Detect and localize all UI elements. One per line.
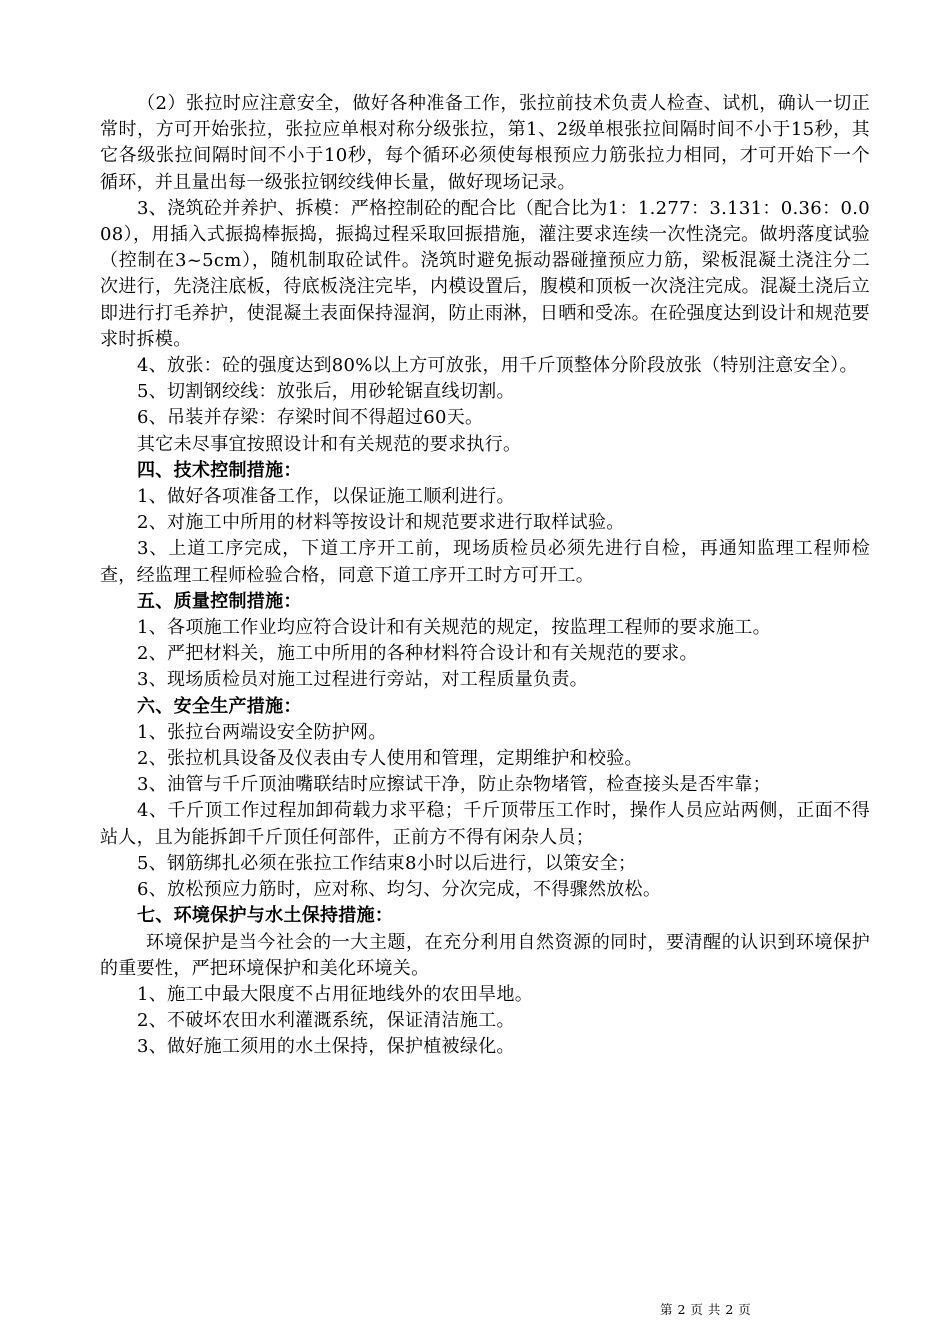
paragraph-safety-4: 4、千斤顶工作过程加卸荷载力求平稳；千斤顶带压工作时，操作人员应站两侧，正面不得站人，且为能拆卸千斤顶任何部件，正前方不得有闲杂人员； [100, 800, 870, 848]
paragraph-quality-2: 2、严把材料关，施工中所用的各种材料符合设计和有关规范的要求。 [137, 643, 698, 665]
paragraph-tensioning-safety: （2）张拉时应注意安全，做好各种准备工作，张拉前技术负责人检查、试机，确认一切正常时，方可开始张拉，张拉应单根对称分级张拉，第1、2级单根张拉间隔时间不小于15秒，其它各级张拉间隔时间不小于10秒，每个循环必须使每根预应力筋张拉力相同，才可开始下一个循环，并且量出每一级张拉钢绞线伸长量，做好现场记录。 [100, 93, 870, 193]
heading-technical-control: 四、技术控制措施： [137, 459, 302, 481]
heading-safety-production: 六、安全生产措施： [137, 695, 302, 717]
paragraph-environment-2: 2、不破坏农田水利灌溉系统，保证清洁施工。 [137, 1010, 515, 1032]
paragraph-environment-3: 3、做好施工须用的水土保持，保护植被绿化。 [137, 1036, 515, 1058]
document-body [100, 91, 870, 1061]
paragraph-safety-1: 1、张拉台两端设安全防护网。 [137, 721, 387, 743]
paragraph-tech-3: 3、上道工序完成，下道工序开工前，现场质检员必须先进行自检，再通知监理工程师检查，经监理工程师检验合格，同意下道工序开工时方可开工。 [100, 538, 870, 586]
heading-quality-control: 五、质量控制措施： [137, 590, 302, 612]
paragraph-cutting-strand: 5、切割钢绞线：放张后，用砂轮锯直线切割。 [137, 381, 515, 403]
paragraph-safety-5: 5、钢筋绑扎必须在张拉工作结束8小时以后进行，以策安全； [137, 852, 637, 874]
heading-environment-protection: 七、环境保护与水土保持措施： [137, 905, 394, 927]
page-number-footer: 第 2 页 共 2 页 [660, 1302, 752, 1317]
paragraph-safety-6: 6、放松预应力筋时，应对称、均匀、分次完成，不得骤然放松。 [137, 879, 662, 901]
paragraph-safety-3: 3、油管与千斤顶油嘴联结时应擦试干净，防止杂物堵管，检查接头是否牢靠； [137, 774, 771, 796]
paragraph-lifting-storage: 6、吊装并存梁：存梁时间不得超过60天。 [137, 407, 484, 429]
paragraph-quality-1: 1、各项施工作业均应符合设计和有关规范的规定，按监理工程师的要求施工。 [137, 617, 771, 639]
paragraph-quality-3: 3、现场质检员对施工过程进行旁站，对工程质量负责。 [137, 669, 588, 691]
paragraph-tech-2: 2、对施工中所用的材料等按设计和规范要求进行取样试验。 [137, 512, 625, 534]
paragraph-environment-1: 1、施工中最大限度不占用征地线外的农田旱地。 [137, 983, 534, 1005]
paragraph-other-matters: 其它未尽事宜按照设计和有关规范的要求执行。 [137, 433, 522, 455]
paragraph-tech-1: 1、做好各项准备工作，以保证施工顺利进行。 [137, 486, 515, 508]
paragraph-pouring-curing: 3、浇筑砼并养护、拆模：严格控制砼的配合比（配合比为1：1.277：3.131：0.36：0.008），用插入式振捣棒振捣，振捣过程采取回振措施，灌注要求连续一次性浇完。做坍落度试验（控制在3~5cm），随机制取砼试件。浇筑时避免振动器碰撞预应力筋，梁板混凝土浇注分二次进行，先浇注底板，待底板浇注完毕，内模设置后，腹模和顶板一次浇注完成。混凝土浇后立即进行打毛养护，使混凝土表面保持湿润，防止雨淋，日晒和受冻。在砼强度达到设计和规范要求时拆模。 [100, 197, 870, 350]
paragraph-release: 4、放张：砼的强度达到80%以上方可放张，用千斤顶整体分阶段放张（特别注意安全）。 [137, 355, 858, 377]
paragraph-environment-intro: 环境保护是当今社会的一大主题，在充分利用自然资源的同时，要清醒的认识到环境保护的重要性，严把环境保护和美化环境关。 [100, 931, 870, 979]
paragraph-safety-2: 2、张拉机具设备及仪表由专人使用和管理，定期维护和校验。 [137, 748, 643, 770]
